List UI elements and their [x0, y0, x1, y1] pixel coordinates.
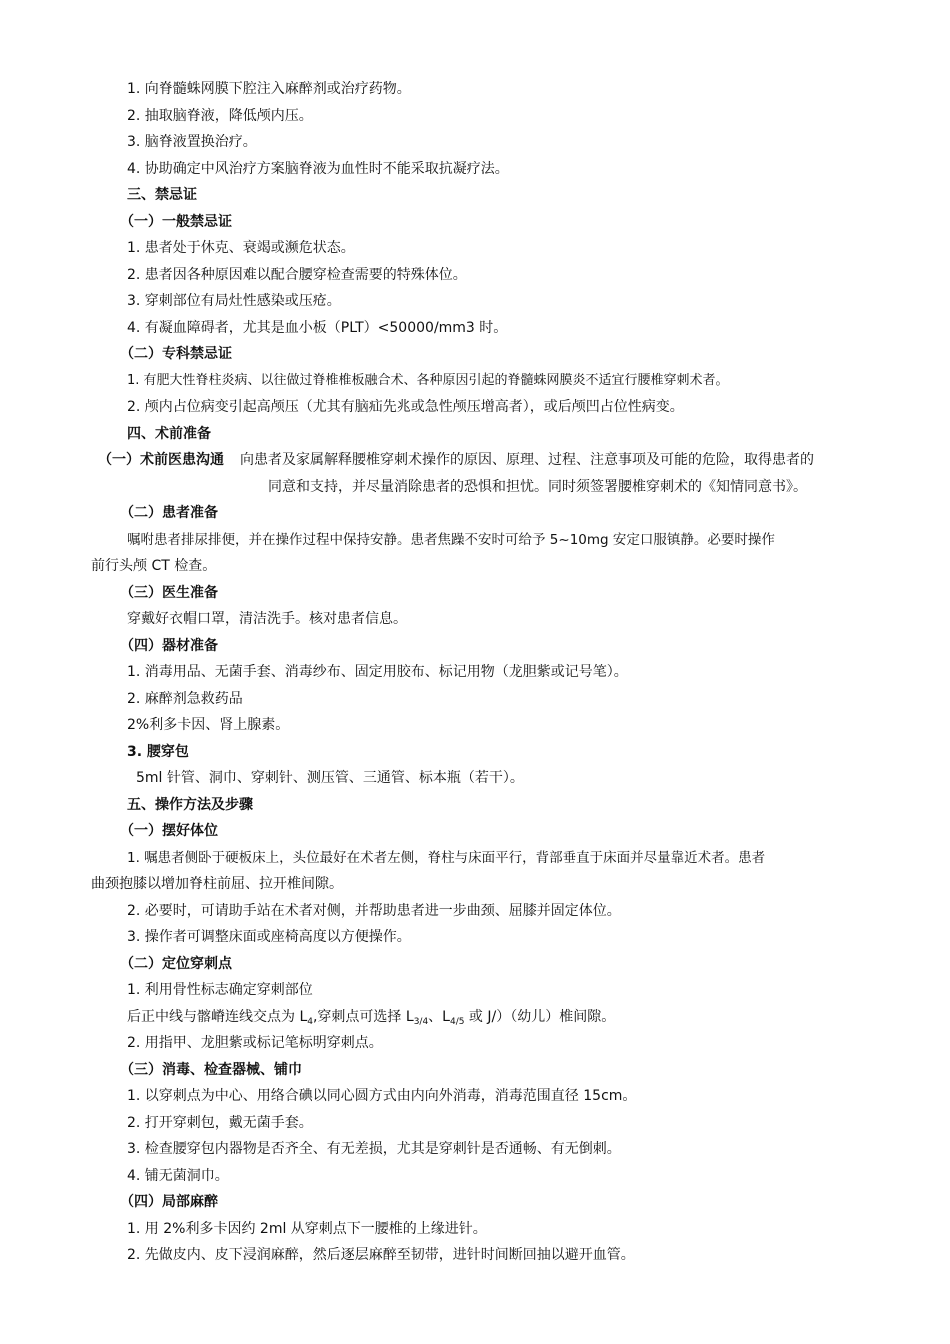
text-line: 2. 麻醉剂急救药品: [127, 691, 243, 707]
text-line: 曲颈抱膝以增加脊柱前屈、拉开椎间隙。: [91, 876, 343, 892]
text-line: 2. 先做皮内、皮下浸润麻醉，然后逐层麻醉至韧带，进针时间断回抽以避开血管。: [127, 1247, 635, 1263]
text-line: 1. 用 2%利多卡因约 2ml 从穿刺点下一腰椎的上缘进针。: [127, 1221, 487, 1237]
text-fragment: 或 J/）（幼儿）椎间隙。: [464, 1009, 616, 1025]
text-line: 3. 检查腰穿包内器物是否齐全、有无差损，尤其是穿刺针是否通畅、有无倒刺。: [127, 1141, 621, 1157]
text-line: 1. 嘱患者侧卧于硬板床上，头位最好在术者左侧，脊柱与床面平行，背部垂直于床面并尽量靠近术者。患者: [127, 850, 766, 866]
text-line: 1. 患者处于休克、衰竭或濒危状态。: [127, 240, 355, 256]
text-line: 2. 抽取脑脊液，降低颅内压。: [127, 108, 313, 124]
subsection-heading: （二）患者准备: [120, 505, 218, 521]
subsection-heading: （三）消毒、检查器械、铺巾: [120, 1062, 302, 1078]
subsection-heading: （一）术前医患沟通: [98, 452, 224, 468]
text-fragment: 后正中线与髂嵴连线交点为 L: [127, 1009, 308, 1025]
text-line: 向患者及家属解释腰椎穿刺术操作的原因、原理、过程、注意事项及可能的危险，取得患者的: [240, 452, 814, 468]
subsection-heading: （一）一般禁忌证: [120, 214, 232, 230]
text-line: 4. 铺无菌洞巾。: [127, 1168, 229, 1184]
subsection-heading: （二）定位穿刺点: [120, 956, 232, 972]
text-line: 4. 协助确定中风治疗方案脑脊液为血性时不能采取抗凝疗法。: [127, 161, 509, 177]
section-heading: 四、术前准备: [127, 426, 211, 442]
section-heading: 五、操作方法及步骤: [127, 797, 253, 813]
subsection-heading: （二）专科禁忌证: [120, 346, 232, 362]
subsection-heading: （一）摆好体位: [120, 823, 218, 839]
text-line: 1. 以穿刺点为中心、用络合碘以同心圆方式由内向外消毒，消毒范围直径 15cm。: [127, 1088, 637, 1104]
text-line: 4. 有凝血障碍者，尤其是血小板（PLT）<50000/mm3 时。: [127, 320, 508, 336]
subsection-heading: （三）医生准备: [120, 585, 218, 601]
text-line: 1. 向脊髓蛛网膜下腔注入麻醉剂或治疗药物。: [127, 81, 411, 97]
text-line: 同意和支持，并尽量消除患者的恐惧和担忧。同时须签署腰椎穿刺术的《知情同意书》。: [268, 479, 807, 495]
text-line: 5ml 针管、洞巾、穿刺针、测压管、三通管、标本瓶（若干）。: [136, 770, 524, 786]
subscript: 3/4: [413, 1017, 429, 1027]
text-line: 嘱咐患者排尿排便，并在操作过程中保持安静。患者焦躁不安时可给予 5~10mg 安定口服镇静。必要时操作: [127, 532, 775, 548]
subscript: 4/5: [449, 1017, 465, 1027]
text-fragment: ,穿刺点可选择 L: [312, 1009, 414, 1025]
section-heading: 三、禁忌证: [127, 187, 197, 203]
text-line: 2%利多卡因、肾上腺素。: [127, 717, 290, 733]
text-line: 3. 操作者可调整床面或座椅高度以方便操作。: [127, 929, 411, 945]
text-line: 2. 颅内占位病变引起高颅压（尤其有脑疝先兆或急性颅压增高者），或后颅凹占位性病变。: [127, 399, 684, 415]
subsection-heading: （四）器材准备: [120, 638, 218, 654]
text-line: 3. 穿刺部位有局灶性感染或压疮。: [127, 293, 341, 309]
text-line: 穿戴好衣帽口罩，清洁洗手。核对患者信息。: [127, 611, 407, 627]
text-line: 1. 有肥大性脊柱炎病、以往做过脊椎椎板融合术、各种原因引起的脊髓蛛网膜炎不适宜行腰椎穿刺术者。: [127, 373, 729, 388]
text-fragment: 、L: [428, 1009, 450, 1025]
text-line: 1. 利用骨性标志确定穿刺部位: [127, 982, 313, 998]
text-line: 2. 用指甲、龙胆紫或标记笔标明穿刺点。: [127, 1035, 383, 1051]
text-line: 1. 消毒用品、无菌手套、消毒纱布、固定用胶布、标记用物（龙胆紫或记号笔）。: [127, 664, 628, 680]
text-line: 2. 打开穿刺包，戴无菌手套。: [127, 1115, 313, 1131]
text-line: 前行头颅 CT 检查。: [91, 558, 217, 574]
subsection-heading: （四）局部麻醉: [120, 1194, 218, 1210]
text-line: 2. 患者因各种原因难以配合腰穿检查需要的特殊体位。: [127, 267, 467, 283]
text-line-with-subscripts: [127, 1007, 615, 1032]
text-line: 2. 必要时，可请助手站在术者对侧，并帮助患者进一步曲颈、屈膝并固定体位。: [127, 903, 621, 919]
text-line: 3. 脑脊液置换治疗。: [127, 134, 257, 150]
subscript: 4: [307, 1017, 313, 1027]
subsection-heading: 3. 腰穿包: [127, 744, 189, 760]
